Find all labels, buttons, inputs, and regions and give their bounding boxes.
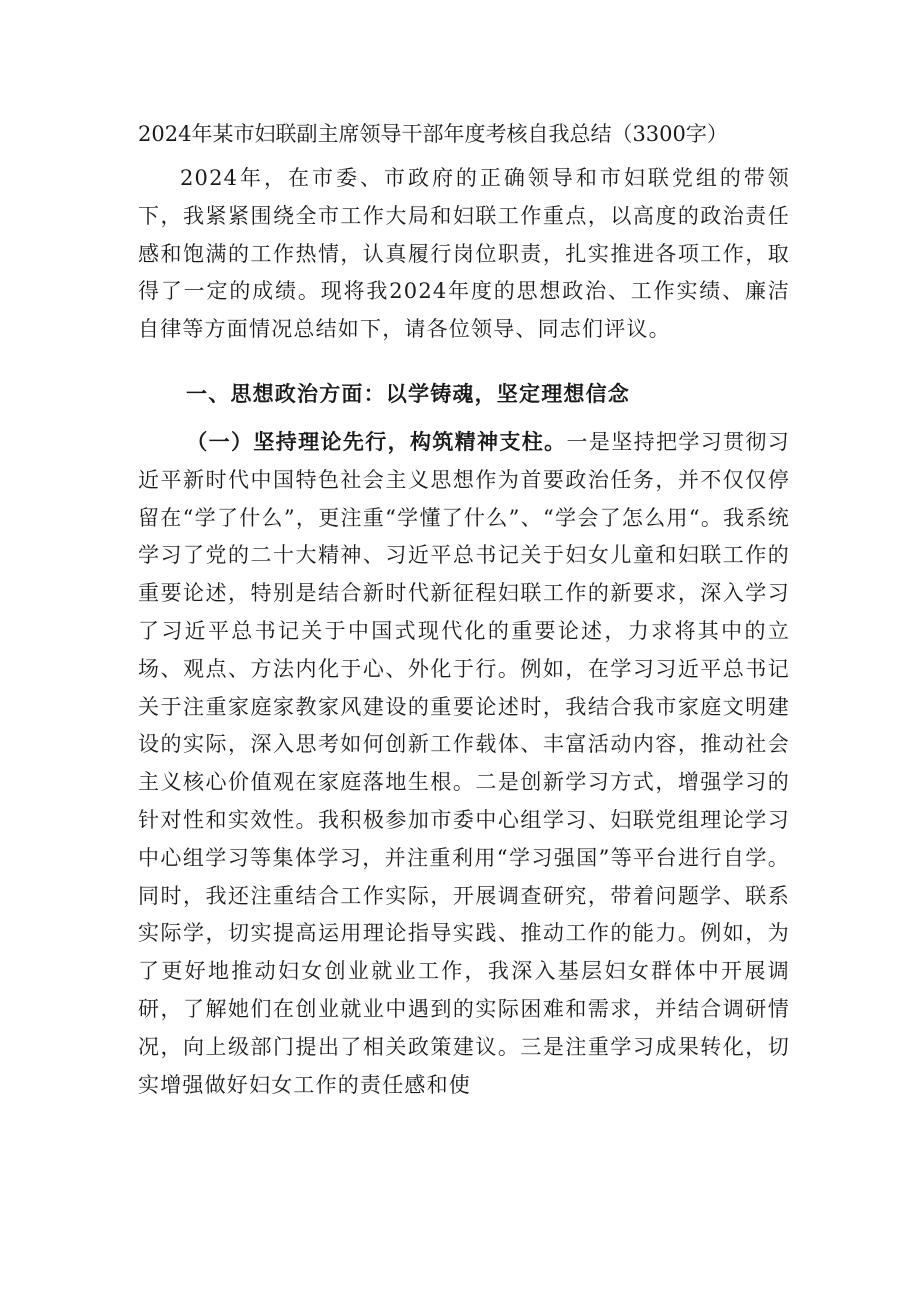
subsection-text: 一是坚持把学习贯彻习近平新时代中国特色社会主义思想作为首要政治任务，并不仅仅停留在“学了什么”，更注重“学懂了什么”、“学会了怎么用“。我系统学习了党的二十大精神、习近平总书记关于妇女儿童和妇联工作的重要论述，特别是结合新时代新征程妇联工作的新要求，深入学习了习近平总书记关于中国式现代化的重要论述，力求将其中的立场、观点、方法内化于心、外化于行。例如，在学习习近平总书记关于注重家庭家教家风建设的重要论述时，我结合我市家庭文明建设的实际，深入思考如何创新工作载体、丰富活动内容，推动社会主义核心价值观在家庭落地生根。二是创新学习方式，增强学习的针对性和实效性。我积极参加市委中心组学习、妇联党组理论学习中心组学习等集体学习，并注重利用“学习强国”等平台进行自学。同时，我还注重结合工作实际，开展调查研究，带着问题学、联系实际学，切实提高运用理论指导实践、推动工作的能力。例如，为了更好地推动妇女创业就业工作，我深入基层妇女群体中开展调研，了解她们在创业就业中遇到的实际困难和需求，并结合调研情况，向上级部门提出了相关政策建议。三是注重学习成果转化，切实增强做好妇女工作的责任感和使 [138,430,791,1097]
intro-paragraph-block [138,160,790,349]
section-paragraph-block [138,423,790,1104]
intro-paragraph: 2024年，在市委、市政府的正确领导和市妇联党组的带领下，我紧紧围绕全市工作大局和妇联工作重点，以高度的政治责任感和饱满的工作热情，认真履行岗位职责，扎实推进各项工作，取得了一定的成绩。现将我2024年度的思想政治、工作实绩、廉洁自律等方面情况总结如下，请各位领导、同志们评议。 [138,166,790,342]
subsection-lead: （一）坚持理论先行，构筑精神支柱。 [186,429,567,454]
section-heading: 一、思想政治方面：以学铸魂，坚定理想信念 [186,381,630,406]
section-paragraph [138,423,790,1104]
document-title: 2024年某市妇联副主席领导干部年度考核自我总结（3300字） [138,122,728,146]
